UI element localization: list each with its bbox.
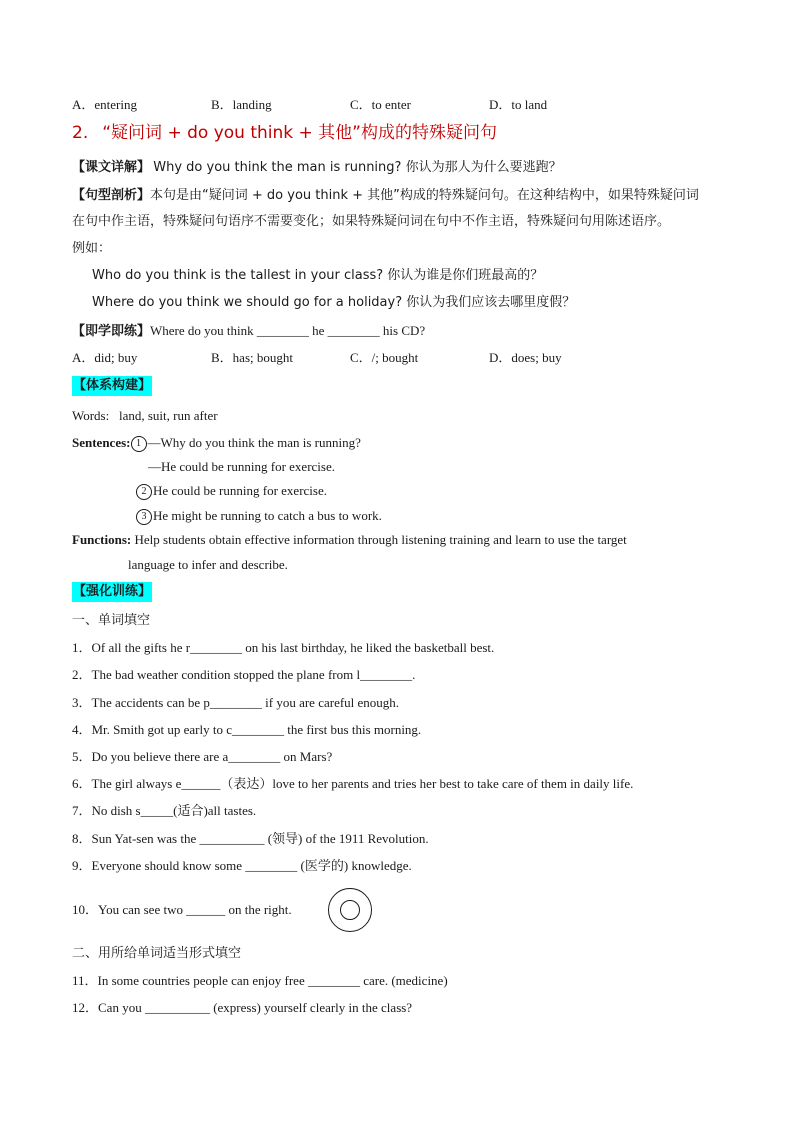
jupou-text-1: 本句是由“疑问词 + do you think + 其他”构成的特殊疑问句。在这种结构中，如果特殊疑问词 — [150, 188, 699, 203]
words-line — [72, 407, 218, 425]
functions-text-1: Help students obtain effective information through listening training and learn to use the target — [134, 532, 627, 547]
circle-number-1: 1 — [131, 436, 147, 452]
sentences-line-3 — [136, 507, 382, 525]
example-1: Who do you think is the tallest in your class? 你认为谁是你们班最高的？ — [92, 268, 544, 283]
functions-label: Functions: — [72, 532, 132, 547]
example-label: 例如： — [72, 241, 112, 256]
practice-text: Where do you think ________ he ________ his CD? — [150, 323, 426, 338]
exercise-item-3: 3．The accidents can be p________ if you are careful enough. — [72, 695, 400, 710]
exercise-item-2: 2．The bad weather condition stopped the plane from l________. — [72, 667, 416, 682]
section2-heading — [72, 124, 497, 142]
sentence-1a: —Why do you think the man is running? — [147, 435, 361, 450]
exercise-item-12: 12．Can you __________ (express) yourself clearly in the class? — [72, 1000, 413, 1015]
exercise-item-5: 5．Do you believe there are a________ on Mars? — [72, 749, 333, 764]
system-tag: 【体系构建】 — [72, 376, 152, 396]
jupou-line-1 — [72, 186, 699, 205]
exercise-item-11: 11．In some countries people can enjoy free ________ care. (medicine) — [72, 973, 448, 988]
section2-title: “疑问词 + do you think + 其他”构成的特殊疑问句 — [102, 123, 497, 143]
part2-heading: 二、用所给单词适当形式填空 — [72, 946, 242, 961]
practice-option-c: C．/; bought — [350, 350, 419, 365]
kewen-line — [72, 158, 562, 177]
section2-number: 2. — [72, 123, 89, 143]
q1-option-a: A．entering — [72, 97, 137, 112]
functions-line-1 — [72, 531, 627, 549]
exercise-item-4: 4．Mr. Smith got up early to c________ the first bus this morning. — [72, 722, 422, 737]
exercise-item-9: 9．Everyone should know some ________ (医学的) knowledge. — [72, 858, 412, 873]
sentence-2: He could be running for exercise. — [153, 483, 327, 498]
example-2: Where do you think we should go for a holiday? 你认为我们应该去哪里度假？ — [92, 295, 576, 310]
kewen-text: Why do you think the man is running? 你认为那人为什么要逃跑？ — [153, 160, 562, 175]
practice-options — [72, 349, 628, 367]
words-label: Words: — [72, 408, 110, 423]
part1-heading: 一、单词填空 — [72, 613, 151, 628]
sentence-3: He might be running to catch a bus to work. — [153, 508, 382, 523]
exercise-item-1: 1．Of all the gifts he r________ on his last birthday, he liked the basketball best. — [72, 640, 495, 655]
practice-option-b: B．has; bought — [211, 350, 293, 365]
kewen-label: 【课文详解】 — [72, 160, 151, 175]
q1-option-d: D．to land — [489, 97, 548, 112]
sentence-1b: —He could be running for exercise. — [148, 459, 335, 474]
circle-number-3: 3 — [136, 509, 152, 525]
sentences-line-1 — [72, 434, 361, 452]
jupou-text-2: 在句中作主语，特殊疑问句语序不需要变化；如果特殊疑问词在句中不作主语，特殊疑问句用陈述语序。 — [72, 214, 671, 229]
q1-option-b: B．landing — [211, 97, 272, 112]
practice-option-d: D．does; buy — [489, 350, 562, 365]
practice-label: 【即学即练】 — [72, 324, 151, 339]
training-tag: 【强化训练】 — [72, 582, 152, 602]
functions-text-2: language to infer and describe. — [128, 557, 288, 572]
exercise-item-10: 10．You can see two ______ on the right. — [72, 902, 292, 917]
exercise-item-7: 7．No dish s_____(适合)all tastes. — [72, 803, 257, 818]
practice-option-a: A．did; buy — [72, 350, 138, 365]
q1-options — [72, 96, 628, 114]
circle-number-2: 2 — [136, 484, 152, 500]
words-text: land, suit, run after — [118, 408, 218, 423]
sentences-line-2 — [136, 482, 327, 500]
q1-option-c: C．to enter — [350, 97, 412, 112]
rings-icon — [328, 888, 372, 932]
exercise-item-6: 6．The girl always e______（表达）love to her parents and tries her best to take care of them in daily life. — [72, 776, 634, 791]
sentences-label: Sentences: — [72, 435, 131, 450]
practice-line — [72, 322, 425, 341]
exercise-item-8: 8．Sun Yat-sen was the __________ (领导) of the 1911 Revolution. — [72, 831, 429, 846]
jupou-label: 【句型剖析】 — [72, 188, 151, 203]
inner-ring — [340, 900, 360, 920]
